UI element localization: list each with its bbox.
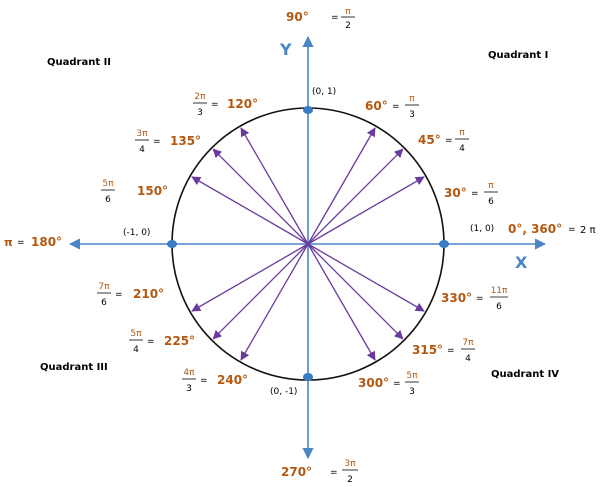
radian-150-num: 5π xyxy=(102,179,114,189)
equals-sign: = xyxy=(393,379,401,389)
equals-sign: = xyxy=(471,189,479,199)
degree-300: 300° xyxy=(358,376,390,390)
quadrant-1-label: Quadrant I xyxy=(488,50,549,61)
degree-150: 150° xyxy=(137,184,169,198)
radian-60-den: 3 xyxy=(409,110,415,120)
radian-225-den: 4 xyxy=(133,345,139,355)
angle-vector-330 xyxy=(308,244,424,311)
angle-vector-300 xyxy=(308,244,375,360)
radian-135-den: 4 xyxy=(139,145,145,155)
radian-300-den: 3 xyxy=(409,387,415,397)
radian-180: π xyxy=(4,236,13,249)
point-bottom-marker xyxy=(303,373,313,381)
degree-120: 120° xyxy=(227,97,259,111)
degree-240: 240° xyxy=(217,373,249,387)
radian-240-num: 4π xyxy=(183,368,195,378)
equals-sign: = xyxy=(445,136,453,146)
angle-vector-135 xyxy=(213,149,308,244)
degree-90: 90° xyxy=(286,10,309,24)
angle-label-330 xyxy=(441,286,508,312)
angle-vector-210 xyxy=(192,244,308,311)
angle-label-120 xyxy=(193,92,258,118)
radian-330-num: 11π xyxy=(490,286,508,296)
radian-0-360: 2 π xyxy=(580,225,596,236)
radian-120-num: 2π xyxy=(194,92,206,102)
angle-label-135 xyxy=(135,129,201,155)
angle-vector-120 xyxy=(241,128,308,244)
point-left-label: (-1, 0) xyxy=(123,228,151,238)
equals-sign: = xyxy=(153,137,161,147)
degree-210: 210° xyxy=(133,287,165,301)
radian-210-num: 7π xyxy=(98,282,110,292)
angle-label-270 xyxy=(281,459,358,485)
radian-60-num: π xyxy=(409,94,415,104)
equals-sign: = xyxy=(447,346,455,356)
x-axis-label: X xyxy=(515,253,528,272)
radian-135-num: 3π xyxy=(136,129,148,139)
equals-sign: = xyxy=(476,294,484,304)
degree-225: 225° xyxy=(164,334,196,348)
angle-label-180 xyxy=(4,235,62,249)
radian-90-den: 2 xyxy=(345,21,351,31)
angle-vector-45 xyxy=(308,149,403,244)
angle-label-210 xyxy=(97,282,164,308)
radian-330-den: 6 xyxy=(496,302,502,312)
radian-45-num: π xyxy=(459,128,465,138)
quadrant-4-label: Quadrant IV xyxy=(491,369,560,380)
radian-270-num: 3π xyxy=(344,459,356,469)
degree-45: 45° xyxy=(418,133,441,147)
radian-90-num: π xyxy=(345,7,351,17)
radian-150-den: 6 xyxy=(105,195,111,205)
point-top-label: (0, 1) xyxy=(312,87,337,97)
radian-240-den: 3 xyxy=(186,384,192,394)
y-axis-label: Y xyxy=(280,40,292,59)
point-bottom-label: (0, -1) xyxy=(270,387,298,397)
angle-vector-30 xyxy=(308,177,424,244)
equals-sign: = xyxy=(392,102,400,112)
radian-315-den: 4 xyxy=(465,354,471,364)
radian-30-num: π xyxy=(488,181,494,191)
degree-135: 135° xyxy=(170,134,202,148)
angle-label-45 xyxy=(418,128,469,154)
equals-sign: = xyxy=(200,376,208,386)
radian-30-den: 6 xyxy=(488,197,494,207)
angle-vector-240 xyxy=(241,244,308,360)
degree-180: 180° xyxy=(31,235,63,249)
equals-sign: = xyxy=(568,225,576,235)
angle-label-240 xyxy=(182,368,248,394)
angle-vector-315 xyxy=(308,244,403,339)
point-left-marker xyxy=(167,240,177,248)
radian-45-den: 4 xyxy=(459,144,465,154)
angle-label-90 xyxy=(286,7,355,31)
equals-sign: = xyxy=(115,290,123,300)
point-right-marker xyxy=(439,240,449,248)
equals-sign: = xyxy=(211,100,219,110)
degree-60: 60° xyxy=(365,99,388,113)
degree-330: 330° xyxy=(441,291,473,305)
radian-300-num: 5π xyxy=(406,371,418,381)
angle-label-30 xyxy=(444,181,498,207)
degree-0-360: 0°, 360° xyxy=(508,222,563,236)
angle-label-150 xyxy=(101,179,168,205)
angle-label-0-360 xyxy=(508,222,596,236)
radian-120-den: 3 xyxy=(197,108,203,118)
equals-sign: = xyxy=(330,468,338,478)
quadrant-3-label: Quadrant III xyxy=(40,362,108,373)
radian-315-num: 7π xyxy=(462,338,474,348)
radian-210-den: 6 xyxy=(101,298,107,308)
degree-270: 270° xyxy=(281,465,313,479)
angle-label-225 xyxy=(129,329,195,355)
quadrant-2-label: Quadrant II xyxy=(47,57,112,68)
degree-30: 30° xyxy=(444,186,467,200)
radian-270-den: 2 xyxy=(347,475,353,485)
angle-label-300 xyxy=(358,371,419,397)
degree-315: 315° xyxy=(412,343,444,357)
point-right-label: (1, 0) xyxy=(470,224,495,234)
angle-label-60 xyxy=(365,94,419,120)
angle-vector-225 xyxy=(213,244,308,339)
angle-label-315 xyxy=(412,338,475,364)
equals-sign: = xyxy=(17,238,25,248)
equals-sign: = xyxy=(331,13,339,23)
angle-vector-60 xyxy=(308,128,375,244)
angle-vector-150 xyxy=(192,177,308,244)
equals-sign: = xyxy=(147,337,155,347)
radian-225-num: 5π xyxy=(130,329,142,339)
point-top-marker xyxy=(303,106,313,114)
